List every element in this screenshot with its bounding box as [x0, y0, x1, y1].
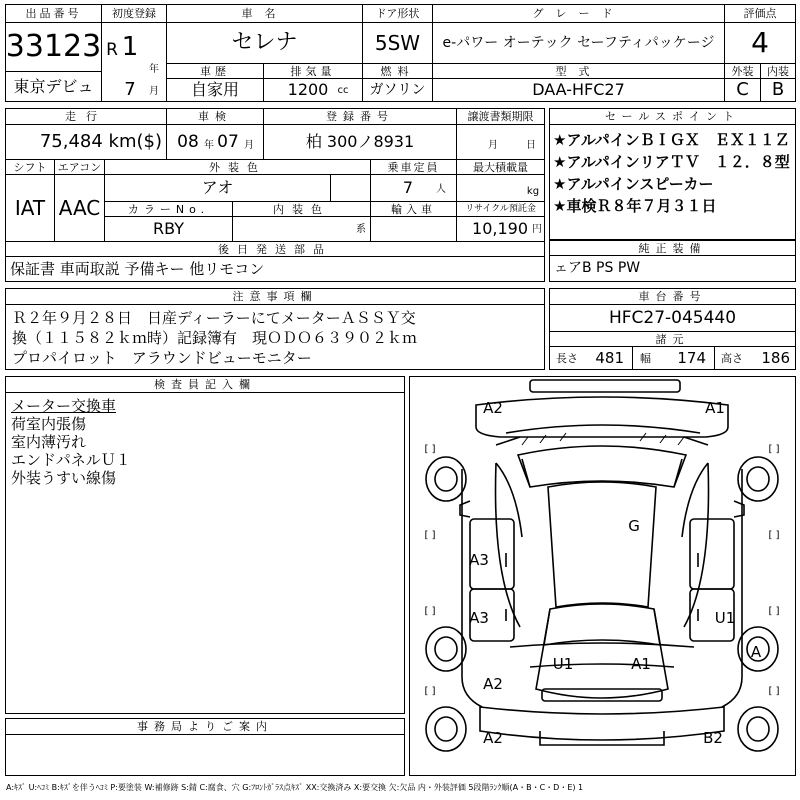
year-unit: 年 — [149, 64, 159, 75]
exterior-color-extra — [330, 175, 370, 201]
standard-equipment-label: 純正装備 — [550, 240, 795, 256]
legend: A:ｷｽﾞ U:ﾍｺﾐ B:ｷｽﾞを伴うﾍｺﾐ P:要塗装 W:補修跡 S:錆 C:腐食、穴 G:ﾌﾛﾝﾄｶﾞﾗｽ点ｷｽﾞ XX:交換済み X:要交換 欠:欠品 内・外装評価 5段階ﾗﾝｸ順(A・B・C・D・E) 1 — [6, 783, 584, 792]
bracket-marker: [ ] — [768, 444, 780, 455]
exterior-grade: C — [724, 79, 760, 101]
sales-point-item: ★アルパインリアＴＶ １２．８型 — [553, 153, 790, 171]
capacity-label: 乗車定員 — [370, 159, 456, 175]
displacement-label: 排気量 — [263, 63, 362, 79]
displacement-value: 1200 — [287, 80, 329, 99]
month-unit: 月 — [149, 86, 159, 97]
inspector-label: 検査員記入欄 — [6, 377, 404, 393]
venue-name: 東京デビュ — [6, 71, 101, 101]
inspector-note: 荷室内張傷 — [11, 415, 87, 433]
standard-equipment: ェアB PS PW — [554, 260, 641, 276]
lot-number-label: 出品番号 — [6, 5, 101, 23]
damage-mark-rear-bumper-right: B2 — [703, 729, 723, 747]
sales-point-item: ★車検Ｒ８年７月３１日 — [553, 197, 717, 215]
inspection-year-unit: 年 — [204, 140, 214, 151]
bracket-marker: [ ] — [768, 530, 780, 541]
interior-color-unit: 系 — [356, 224, 366, 235]
door-label: ドア形状 — [362, 5, 432, 23]
car-name: セレナ — [166, 23, 362, 63]
width-value: 174 — [677, 348, 706, 367]
car-outline-diagram — [410, 377, 795, 775]
length-label: 長さ — [556, 351, 578, 365]
bracket-marker: [ ] — [424, 606, 436, 617]
lot-number: 33123 — [6, 29, 101, 64]
fuel-value: ガソリン — [362, 79, 432, 101]
transfer-label: 譲渡書類期限 — [456, 109, 544, 125]
interior-grade: B — [760, 79, 795, 101]
era-letter: R — [106, 39, 118, 60]
spec-divider — [714, 347, 715, 369]
exterior-label: 外装 — [724, 63, 760, 79]
fuel-label: 燃料 — [362, 63, 432, 79]
capacity-value: 7 — [402, 178, 414, 197]
model-code: DAA-HFC27 — [432, 79, 724, 101]
inspection-month: 07 — [217, 131, 239, 152]
door-type: 5SW — [362, 23, 432, 63]
plate-label: 登録番号 — [263, 109, 456, 125]
max-load-label: 最大積載量 — [456, 159, 544, 175]
damage-mark-rear-bumper-left: A2 — [483, 729, 503, 747]
sales-points-block — [549, 108, 796, 240]
inspector-block — [5, 376, 405, 714]
damage-mark-left-quarter: A2 — [483, 675, 503, 693]
shift-label: シフト — [6, 159, 54, 175]
damage-mark-front-left: A2 — [483, 399, 503, 417]
model-label: 型式 — [432, 63, 724, 79]
note-line: Ｒ２年９月２８日 日産ディーラーにてメーターＡＳＳＹ交 — [12, 309, 416, 327]
bracket-marker: [ ] — [768, 686, 780, 697]
car-name-label: 車名 — [166, 5, 362, 23]
spec-label: 諸元 — [550, 331, 795, 347]
damage-mark-left-rear-door: A3 — [469, 609, 489, 627]
bracket-marker: [ ] — [424, 530, 436, 541]
recycle-unit: 円 — [532, 224, 542, 235]
score-label: 評価点 — [724, 5, 795, 23]
history-value: 自家用 — [166, 79, 263, 101]
note-line: プロパイロット アラウンドビューモニター — [12, 349, 312, 367]
inspector-note: エンドパネルＵ１ — [11, 451, 131, 469]
max-load-unit: kg — [526, 186, 540, 197]
chassis-number: HFC27-045440 — [608, 307, 737, 328]
bracket-marker: [ ] — [424, 444, 436, 455]
standard-equipment-block — [549, 240, 796, 282]
exterior-color: アオ — [104, 175, 330, 201]
height-label: 高さ — [721, 351, 743, 365]
grade: e-パワー オーテック セーフティパッケージ — [432, 23, 724, 63]
damage-mark-right-rear-door: U1 — [714, 609, 736, 627]
capacity-unit: 人 — [436, 184, 446, 195]
damage-mark-windshield: G — [628, 517, 640, 535]
office-block — [5, 718, 405, 776]
spec-divider — [632, 347, 633, 369]
grade-label: グレード — [432, 5, 724, 23]
office-label: 事務局よりご案内 — [6, 719, 404, 735]
inspector-note: 外装うすい線傷 — [11, 469, 117, 487]
damage-mark-front-right: A1 — [705, 399, 725, 417]
interior-label: 内装 — [760, 63, 795, 79]
inspector-note: メーター交換車 — [11, 397, 117, 415]
note-line: 換（１１５８２ｋｍ時）記録簿有 現ＯＤＯ６３９０２ｋｍ — [12, 329, 418, 347]
history-label: 車歴 — [166, 63, 263, 79]
damage-mark-rear-left: U1 — [552, 655, 574, 673]
ac-value: AAC — [54, 175, 104, 241]
registration-year: 1 — [121, 32, 139, 62]
inspection-month-unit: 月 — [244, 140, 254, 151]
chassis-block — [549, 288, 796, 370]
notes-block — [5, 288, 545, 370]
score-value: 4 — [724, 23, 795, 63]
mileage-label: 走行 — [6, 109, 166, 125]
color-no-label: カラーNo. — [104, 201, 232, 217]
first-registration-label: 初度登録 — [101, 5, 166, 23]
mileage-value: 75,484 km($) — [39, 131, 162, 152]
sales-point-item: ★アルパインスピーカー — [553, 175, 714, 193]
import-value — [370, 217, 456, 241]
inspector-note: 室内薄汚れ — [11, 433, 87, 451]
inspection-year: 08 — [177, 131, 199, 152]
transfer-day-unit: 日 — [526, 140, 536, 151]
recycle-fee: 10,190 — [472, 219, 528, 238]
width-label: 幅 — [640, 351, 651, 365]
color-number: RBY — [104, 217, 232, 241]
shift-value: IAT — [14, 196, 46, 220]
transfer-month-unit: 月 — [488, 140, 498, 151]
plate-number: 柏 300ノ8931 — [263, 125, 456, 159]
damage-mark-left-front-door: A3 — [469, 551, 489, 569]
inspector-notes — [11, 397, 131, 487]
sales-points-label: セールスポイント — [550, 109, 795, 125]
chassis-number-label: 車台番号 — [550, 289, 795, 305]
notes-text — [12, 308, 417, 368]
length-value: 481 — [595, 348, 624, 367]
sales-points-list — [553, 129, 790, 217]
damage-diagram — [409, 376, 796, 776]
later-parts-label: 後日発送部品 — [6, 241, 544, 257]
interior-color-cell — [232, 217, 370, 241]
displacement-unit: cc — [337, 85, 349, 96]
damage-mark-rear-right: A1 — [631, 655, 651, 673]
exterior-color-label: 外装色 — [104, 159, 370, 175]
vehicle-details-block — [5, 108, 545, 282]
import-label: 輸入車 — [370, 201, 456, 217]
inspection-label: 車検 — [166, 109, 263, 125]
recycle-label: リサイクル預託金 — [456, 201, 544, 217]
ac-label: エアコン — [54, 159, 104, 175]
registration-month: 7 — [124, 79, 136, 100]
notes-label: 注意事項欄 — [6, 289, 544, 305]
height-value: 186 — [761, 348, 790, 367]
interior-color-label: 内装色 — [232, 201, 370, 217]
bracket-marker: [ ] — [424, 686, 436, 697]
later-parts-value: 保証書 車両取説 予備キー 他リモコン — [10, 259, 265, 278]
damage-mark-rear-right-wheel: A — [750, 643, 762, 661]
sales-point-item: ★アルパインＢＩＧＸ ＥＸ１１Ｚ — [553, 131, 790, 149]
header-block — [5, 4, 796, 102]
bracket-marker: [ ] — [768, 606, 780, 617]
